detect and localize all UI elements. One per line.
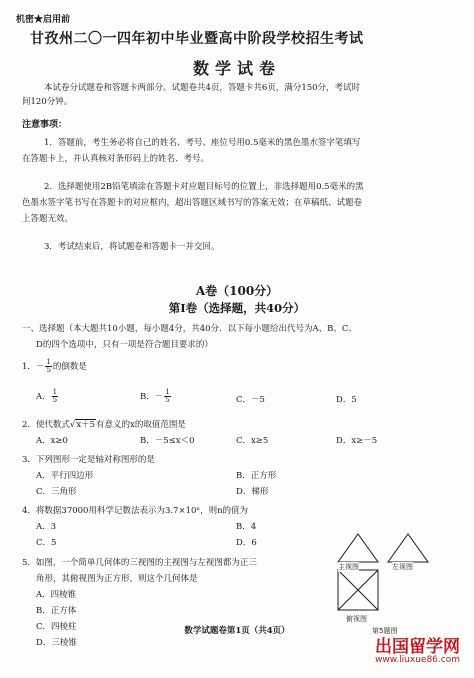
question-5-stem-line-1: 5．如图，一个简单几何体的三视图的主视图与左视图都为正三 (22, 558, 257, 568)
q1-option-b-numerator: 1 (165, 388, 170, 396)
note-2-line-3: 上答题无效。 (22, 214, 74, 224)
q1-option-b-denominator: 5 (165, 396, 170, 404)
part-1-title: 第Ⅰ卷（选择题，共40分） (168, 301, 306, 315)
section-a-title: A卷（100分） (195, 284, 279, 298)
front-view-triangle (338, 534, 378, 562)
q1-minus: － (35, 362, 45, 372)
watermark-url: www.liuxue86.com (375, 655, 460, 665)
q3-option-d: D．梯形 (236, 487, 269, 497)
intro-line-1: 本试卷分试题卷和答题卡两部分。试题卷共4页，答题卡共6页，满分150分，考试时 (44, 83, 361, 93)
q1-option-a-label: A． (36, 392, 51, 402)
side-view-label: 左视图 (392, 563, 413, 571)
q1-option-a-denominator: 5 (52, 396, 58, 404)
question-3-stem: 3．下列图形一定是轴对称图形的是 (22, 455, 155, 465)
note-2-line-1: 2．选择题使用2B铅笔填涂在答题卡对应题目标号的位置上，非选择题用0.5毫米的黑 (44, 182, 364, 192)
notes-heading: 注意事项： (22, 120, 68, 130)
subject-title: 数学试卷 (192, 59, 281, 78)
q4-option-c: C．5 (36, 538, 57, 548)
note-2-line-2: 色墨水签字笔书写在答题卡的对应框内，超出答题区域书写的答案无效；在草稿纸、试题卷 (22, 198, 363, 208)
q1-stem-text: 的倒数是 (52, 362, 87, 372)
q1-option-d: D．5 (336, 395, 357, 405)
note-1-line-2: 在答题卡上，并认真核对条形码上的姓名、考号。 (22, 154, 210, 164)
watermark-logo-text: 出国留学网 (375, 637, 460, 657)
q3-option-c: C．三角形 (36, 487, 77, 497)
q4-option-d: D．6 (236, 538, 257, 548)
q4-option-a: A．3 (36, 522, 57, 532)
q1-option-b-fraction (164, 389, 170, 404)
q2-option-d: D．x≥－5 (336, 436, 378, 446)
three-view-figure (336, 530, 456, 622)
confidential-label: 机密★启用前 (16, 15, 71, 25)
q1-fraction (45, 359, 51, 374)
question-5-stem-line-2: 角形，其俯视图为正方形，则这个几何体是 (36, 574, 198, 584)
side-view-triangle (388, 534, 428, 562)
q3-option-b: B．正方形 (236, 471, 277, 481)
question-2-stem (22, 418, 186, 430)
q1-option-b (140, 389, 172, 404)
q2-option-a: A．x≥0 (36, 436, 68, 446)
q2-option-c: C．x≥5 (236, 436, 269, 446)
q1-fraction-numerator: 1 (46, 358, 51, 366)
section-1-instruction-line-1: 一、选择题（本大题共10小题，每小题4分，共40分．以下每小题给出代号为A、B、C、 (22, 324, 357, 334)
q4-option-b: B．4 (236, 522, 257, 532)
q1-option-a-numerator: 1 (52, 388, 58, 396)
q5-option-d: D．三棱锥 (36, 638, 77, 648)
figure-caption: 第5题图 (372, 627, 398, 635)
q1-fraction-denominator: 5 (46, 366, 51, 374)
note-3: 3．考试结束后，将试题卷和答题卡一并交回。 (44, 242, 220, 252)
note-1-line-1: 1．答题前，考生务必将自己的姓名、考号、座位号用0.5毫米的黑色墨水签字笔填写 (44, 138, 361, 148)
q1-number: 1． (22, 362, 36, 372)
intro-line-2: 间120分钟。 (22, 97, 73, 107)
exam-title: 甘孜州二〇一四年初中毕业暨高中阶段学校招生考试 (30, 31, 364, 47)
q5-option-b: B．正方体 (36, 606, 77, 616)
q5-option-c: C．四棱柱 (36, 622, 77, 632)
question-1-stem (22, 359, 87, 374)
front-view-label: 主视图 (338, 563, 359, 571)
q3-option-a: A．平行四边形 (36, 471, 94, 481)
q2-stem-pre: 2．使代数式 (22, 420, 70, 430)
q1-option-b-label: B．－ (140, 392, 164, 402)
q1-option-a (36, 389, 59, 404)
q2-option-b: B．－5≤x＜0 (140, 436, 195, 446)
q2-radicand: x＋5 (76, 420, 96, 430)
section-1-instruction-line-2: D的四个选项中，只有一项是符合题目要求的） (36, 340, 213, 350)
radical-sign: √ (69, 420, 76, 430)
question-4-stem: 4．将数据37000用科学记数法表示为3.7×10ⁿ，则n的值为 (22, 506, 249, 516)
q5-option-a: A．四棱锥 (36, 590, 77, 600)
q2-stem-post: 有意义的x的取值范围是 (96, 420, 186, 430)
q1-option-c: C．－5 (236, 395, 265, 405)
page-footer: 数学试题卷第1页（共4页） (184, 626, 290, 636)
q1-option-a-fraction (52, 389, 58, 404)
top-view-label: 俯视图 (346, 615, 367, 623)
